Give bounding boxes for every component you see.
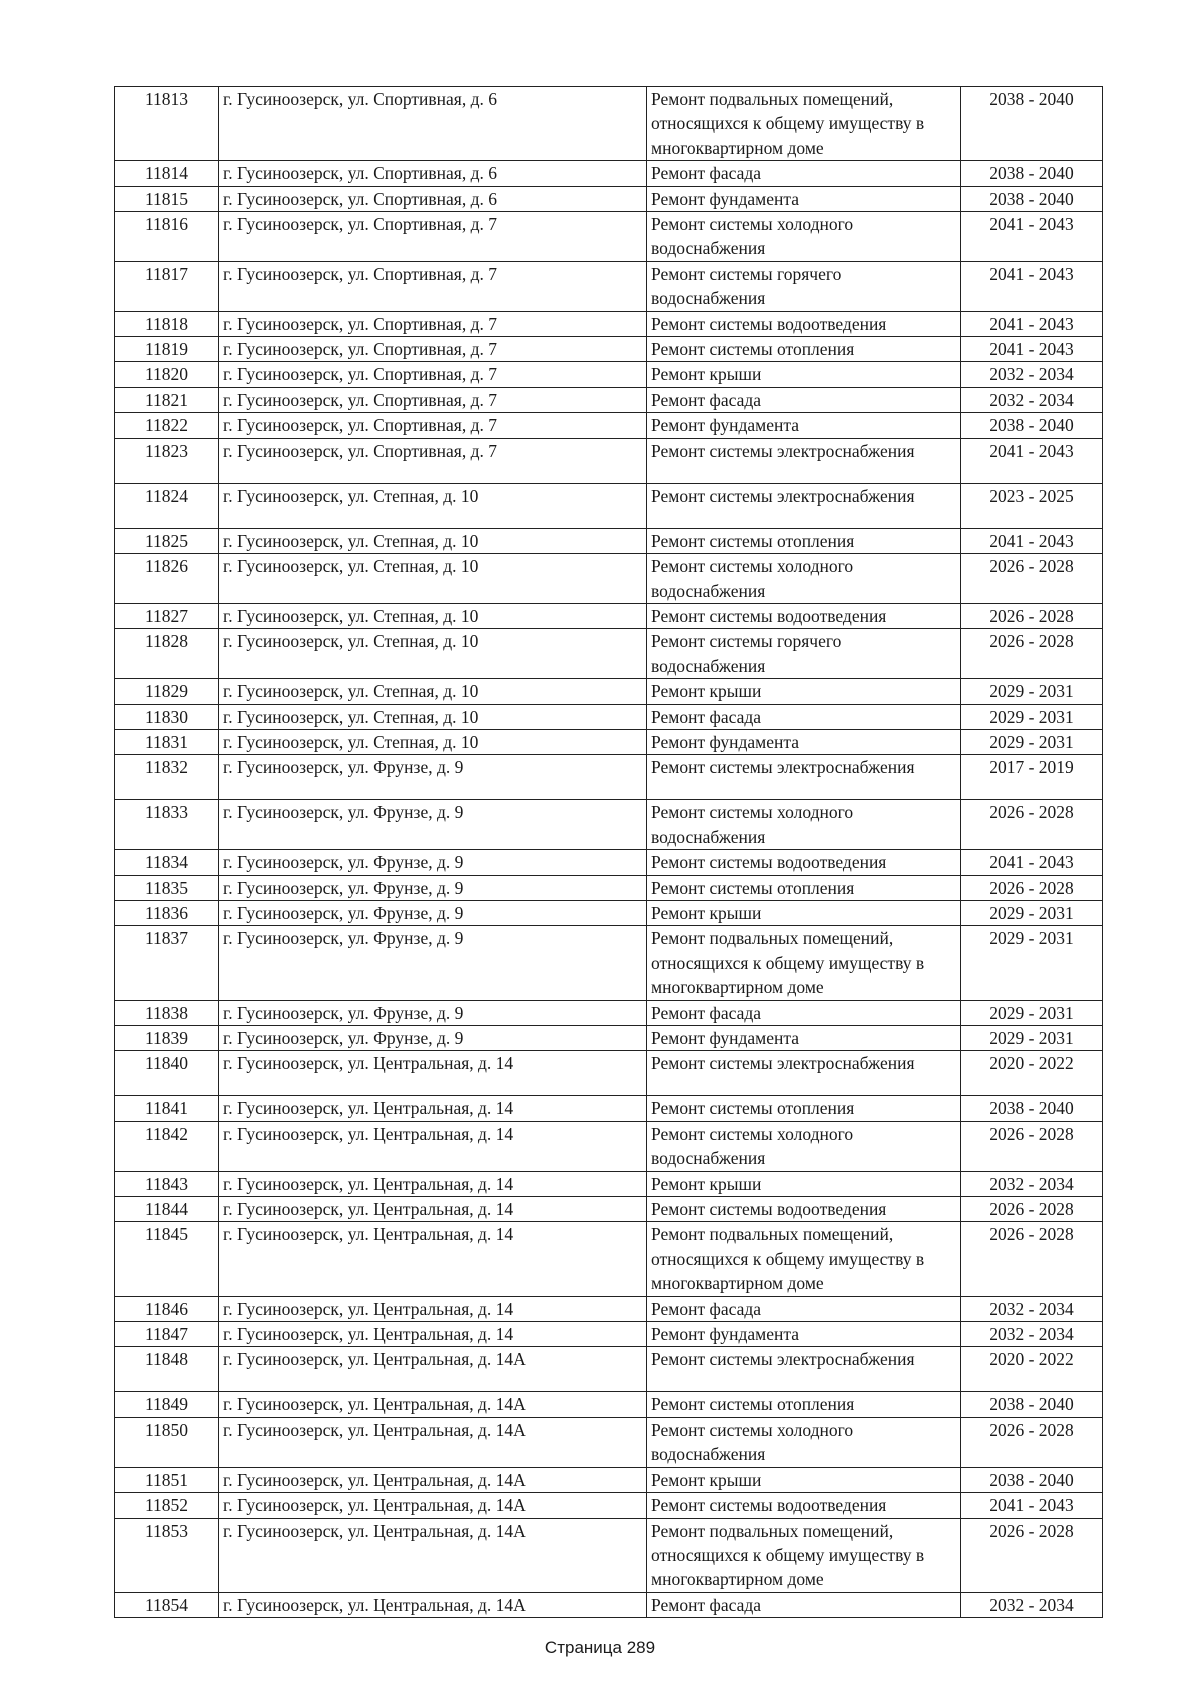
work-type-cell: Ремонт системы отопления — [647, 1096, 961, 1121]
work-type-cell: Ремонт системы электроснабжения — [647, 483, 961, 528]
period-cell: 2038 - 2040 — [961, 1096, 1103, 1121]
address-cell: г. Гусиноозерск, ул. Спортивная, д. 7 — [219, 387, 647, 412]
row-number-cell: 11840 — [115, 1051, 219, 1096]
address-cell: г. Гусиноозерск, ул. Степная, д. 10 — [219, 704, 647, 729]
row-number-cell: 11823 — [115, 438, 219, 483]
work-type-cell: Ремонт системы отопления — [647, 875, 961, 900]
period-cell: 2041 - 2043 — [961, 311, 1103, 336]
table-row — [115, 161, 1103, 186]
address-cell: г. Гусиноозерск, ул. Центральная, д. 14 — [219, 1096, 647, 1121]
period-cell: 2029 - 2031 — [961, 926, 1103, 1000]
row-number-cell: 11820 — [115, 362, 219, 387]
row-number-cell: 11818 — [115, 311, 219, 336]
work-type-cell: Ремонт системы электроснабжения — [647, 438, 961, 483]
work-type-cell: Ремонт фундамента — [647, 1026, 961, 1051]
address-cell: г. Гусиноозерск, ул. Центральная, д. 14А — [219, 1392, 647, 1417]
period-cell: 2041 - 2043 — [961, 1493, 1103, 1518]
address-cell: г. Гусиноозерск, ул. Фрунзе, д. 9 — [219, 900, 647, 925]
address-cell: г. Гусиноозерск, ул. Степная, д. 10 — [219, 603, 647, 628]
row-number-cell: 11849 — [115, 1392, 219, 1417]
work-type-cell: Ремонт системы электроснабжения — [647, 1051, 961, 1096]
period-cell: 2041 - 2043 — [961, 337, 1103, 362]
address-cell: г. Гусиноозерск, ул. Фрунзе, д. 9 — [219, 800, 647, 850]
table-row — [115, 1392, 1103, 1417]
period-cell: 2029 - 2031 — [961, 900, 1103, 925]
row-number-cell: 11819 — [115, 337, 219, 362]
table-row — [115, 1347, 1103, 1392]
work-type-cell: Ремонт системы отопления — [647, 1392, 961, 1417]
address-cell: г. Гусиноозерск, ул. Фрунзе, д. 9 — [219, 1026, 647, 1051]
row-number-cell: 11837 — [115, 926, 219, 1000]
address-cell: г. Гусиноозерск, ул. Фрунзе, д. 9 — [219, 926, 647, 1000]
address-cell: г. Гусиноозерск, ул. Центральная, д. 14 — [219, 1197, 647, 1222]
address-cell: г. Гусиноозерск, ул. Центральная, д. 14А — [219, 1347, 647, 1392]
work-type-cell: Ремонт крыши — [647, 900, 961, 925]
work-type-cell: Ремонт крыши — [647, 1171, 961, 1196]
row-number-cell: 11847 — [115, 1322, 219, 1347]
row-number-cell: 11827 — [115, 603, 219, 628]
work-type-cell: Ремонт системы холодного водоснабжения — [647, 212, 961, 262]
row-number-cell: 11814 — [115, 161, 219, 186]
table-row — [115, 1051, 1103, 1096]
period-cell: 2026 - 2028 — [961, 1417, 1103, 1467]
address-cell: г. Гусиноозерск, ул. Спортивная, д. 7 — [219, 337, 647, 362]
address-cell: г. Гусиноозерск, ул. Спортивная, д. 7 — [219, 261, 647, 311]
period-cell: 2041 - 2043 — [961, 212, 1103, 262]
work-type-cell: Ремонт подвальных помещений, относящихся к общему имуществу в многоквартирном доме — [647, 1518, 961, 1592]
address-cell: г. Гусиноозерск, ул. Фрунзе, д. 9 — [219, 755, 647, 800]
table-row — [115, 387, 1103, 412]
address-cell: г. Гусиноозерск, ул. Спортивная, д. 6 — [219, 186, 647, 211]
row-number-cell: 11816 — [115, 212, 219, 262]
row-number-cell: 11853 — [115, 1518, 219, 1592]
address-cell: г. Гусиноозерск, ул. Спортивная, д. 7 — [219, 311, 647, 336]
row-number-cell: 11830 — [115, 704, 219, 729]
period-cell: 2038 - 2040 — [961, 186, 1103, 211]
address-cell: г. Гусиноозерск, ул. Степная, д. 10 — [219, 629, 647, 679]
table-row — [115, 704, 1103, 729]
work-type-cell: Ремонт системы электроснабжения — [647, 1347, 961, 1392]
row-number-cell: 11842 — [115, 1121, 219, 1171]
period-cell: 2032 - 2034 — [961, 387, 1103, 412]
table-row — [115, 261, 1103, 311]
table-row — [115, 1493, 1103, 1518]
row-number-cell: 11836 — [115, 900, 219, 925]
row-number-cell: 11852 — [115, 1493, 219, 1518]
work-type-cell: Ремонт системы водоотведения — [647, 850, 961, 875]
work-type-cell: Ремонт системы водоотведения — [647, 1493, 961, 1518]
row-number-cell: 11835 — [115, 875, 219, 900]
table-row — [115, 1417, 1103, 1467]
address-cell: г. Гусиноозерск, ул. Центральная, д. 14 — [219, 1171, 647, 1196]
address-cell: г. Гусиноозерск, ул. Спортивная, д. 7 — [219, 438, 647, 483]
table-row — [115, 212, 1103, 262]
work-type-cell: Ремонт фасада — [647, 704, 961, 729]
period-cell: 2026 - 2028 — [961, 603, 1103, 628]
row-number-cell: 11839 — [115, 1026, 219, 1051]
row-number-cell: 11828 — [115, 629, 219, 679]
row-number-cell: 11815 — [115, 186, 219, 211]
address-cell: г. Гусиноозерск, ул. Центральная, д. 14А — [219, 1592, 647, 1617]
table-row — [115, 1171, 1103, 1196]
period-cell: 2020 - 2022 — [961, 1347, 1103, 1392]
period-cell: 2038 - 2040 — [961, 161, 1103, 186]
table-row — [115, 413, 1103, 438]
table-row — [115, 1518, 1103, 1592]
row-number-cell: 11831 — [115, 729, 219, 754]
table-row — [115, 1197, 1103, 1222]
period-cell: 2032 - 2034 — [961, 362, 1103, 387]
table-row — [115, 87, 1103, 161]
address-cell: г. Гусиноозерск, ул. Степная, д. 10 — [219, 554, 647, 604]
table-row — [115, 1121, 1103, 1171]
work-type-cell: Ремонт фундамента — [647, 186, 961, 211]
period-cell: 2023 - 2025 — [961, 483, 1103, 528]
row-number-cell: 11817 — [115, 261, 219, 311]
period-cell: 2038 - 2040 — [961, 413, 1103, 438]
work-type-cell: Ремонт фасада — [647, 161, 961, 186]
work-type-cell: Ремонт крыши — [647, 1467, 961, 1492]
table-row — [115, 337, 1103, 362]
table-row — [115, 438, 1103, 483]
row-number-cell: 11826 — [115, 554, 219, 604]
period-cell: 2041 - 2043 — [961, 438, 1103, 483]
address-cell: г. Гусиноозерск, ул. Центральная, д. 14 — [219, 1322, 647, 1347]
row-number-cell: 11821 — [115, 387, 219, 412]
work-type-cell: Ремонт фундамента — [647, 413, 961, 438]
period-cell: 2026 - 2028 — [961, 629, 1103, 679]
table-row — [115, 926, 1103, 1000]
row-number-cell: 11846 — [115, 1296, 219, 1321]
address-cell: г. Гусиноозерск, ул. Степная, д. 10 — [219, 729, 647, 754]
address-cell: г. Гусиноозерск, ул. Степная, д. 10 — [219, 679, 647, 704]
table-body — [115, 87, 1103, 1618]
row-number-cell: 11822 — [115, 413, 219, 438]
row-number-cell: 11834 — [115, 850, 219, 875]
address-cell: г. Гусиноозерск, ул. Центральная, д. 14 — [219, 1121, 647, 1171]
table-row — [115, 1000, 1103, 1025]
table-row — [115, 900, 1103, 925]
table-row — [115, 850, 1103, 875]
period-cell: 2029 - 2031 — [961, 704, 1103, 729]
work-type-cell: Ремонт подвальных помещений, относящихся к общему имуществу в многоквартирном доме — [647, 926, 961, 1000]
period-cell: 2041 - 2043 — [961, 850, 1103, 875]
table-row — [115, 1467, 1103, 1492]
work-type-cell: Ремонт системы водоотведения — [647, 603, 961, 628]
work-type-cell: Ремонт системы водоотведения — [647, 311, 961, 336]
address-cell: г. Гусиноозерск, ул. Центральная, д. 14А — [219, 1518, 647, 1592]
address-cell: г. Гусиноозерск, ул. Центральная, д. 14 — [219, 1051, 647, 1096]
work-type-cell: Ремонт подвальных помещений, относящихся к общему имуществу в многоквартирном доме — [647, 1222, 961, 1296]
row-number-cell: 11838 — [115, 1000, 219, 1025]
table-row — [115, 1222, 1103, 1296]
work-type-cell: Ремонт фасада — [647, 1592, 961, 1617]
table-row — [115, 362, 1103, 387]
work-type-cell: Ремонт системы отопления — [647, 528, 961, 553]
period-cell: 2032 - 2034 — [961, 1296, 1103, 1321]
address-cell: г. Гусиноозерск, ул. Степная, д. 10 — [219, 528, 647, 553]
row-number-cell: 11824 — [115, 483, 219, 528]
table-row — [115, 755, 1103, 800]
work-type-cell: Ремонт системы отопления — [647, 337, 961, 362]
period-cell: 2026 - 2028 — [961, 1222, 1103, 1296]
work-type-cell: Ремонт фасада — [647, 1296, 961, 1321]
period-cell: 2032 - 2034 — [961, 1171, 1103, 1196]
row-number-cell: 11843 — [115, 1171, 219, 1196]
period-cell: 2026 - 2028 — [961, 875, 1103, 900]
table-row — [115, 603, 1103, 628]
repair-schedule-table — [114, 86, 1103, 1618]
period-cell: 2029 - 2031 — [961, 729, 1103, 754]
work-type-cell: Ремонт системы холодного водоснабжения — [647, 1121, 961, 1171]
address-cell: г. Гусиноозерск, ул. Спортивная, д. 6 — [219, 161, 647, 186]
work-type-cell: Ремонт фундамента — [647, 729, 961, 754]
period-cell: 2026 - 2028 — [961, 800, 1103, 850]
period-cell: 2038 - 2040 — [961, 87, 1103, 161]
period-cell: 2026 - 2028 — [961, 1121, 1103, 1171]
table-row — [115, 554, 1103, 604]
table-row — [115, 875, 1103, 900]
row-number-cell: 11854 — [115, 1592, 219, 1617]
table-row — [115, 1322, 1103, 1347]
row-number-cell: 11848 — [115, 1347, 219, 1392]
table-row — [115, 186, 1103, 211]
address-cell: г. Гусиноозерск, ул. Фрунзе, д. 9 — [219, 875, 647, 900]
work-type-cell: Ремонт системы холодного водоснабжения — [647, 800, 961, 850]
period-cell: 2041 - 2043 — [961, 528, 1103, 553]
period-cell: 2029 - 2031 — [961, 1000, 1103, 1025]
work-type-cell: Ремонт системы холодного водоснабжения — [647, 1417, 961, 1467]
period-cell: 2029 - 2031 — [961, 679, 1103, 704]
row-number-cell: 11844 — [115, 1197, 219, 1222]
address-cell: г. Гусиноозерск, ул. Центральная, д. 14 — [219, 1222, 647, 1296]
address-cell: г. Гусиноозерск, ул. Фрунзе, д. 9 — [219, 1000, 647, 1025]
address-cell: г. Гусиноозерск, ул. Центральная, д. 14А — [219, 1493, 647, 1518]
period-cell: 2038 - 2040 — [961, 1467, 1103, 1492]
table-row — [115, 1296, 1103, 1321]
table-row — [115, 629, 1103, 679]
address-cell: г. Гусиноозерск, ул. Спортивная, д. 7 — [219, 212, 647, 262]
address-cell: г. Гусиноозерск, ул. Центральная, д. 14А — [219, 1467, 647, 1492]
period-cell: 2017 - 2019 — [961, 755, 1103, 800]
period-cell: 2026 - 2028 — [961, 1197, 1103, 1222]
address-cell: г. Гусиноозерск, ул. Центральная, д. 14 — [219, 1296, 647, 1321]
work-type-cell: Ремонт системы холодного водоснабжения — [647, 554, 961, 604]
work-type-cell: Ремонт крыши — [647, 679, 961, 704]
table-row — [115, 528, 1103, 553]
address-cell: г. Гусиноозерск, ул. Центральная, д. 14А — [219, 1417, 647, 1467]
page-number: Страница 289 — [544, 1638, 656, 1657]
period-cell: 2026 - 2028 — [961, 554, 1103, 604]
period-cell: 2041 - 2043 — [961, 261, 1103, 311]
row-number-cell: 11851 — [115, 1467, 219, 1492]
table-row — [115, 311, 1103, 336]
work-type-cell: Ремонт фундамента — [647, 1322, 961, 1347]
period-cell: 2026 - 2028 — [961, 1518, 1103, 1592]
work-type-cell: Ремонт системы горячего водоснабжения — [647, 629, 961, 679]
row-number-cell: 11845 — [115, 1222, 219, 1296]
row-number-cell: 11825 — [115, 528, 219, 553]
address-cell: г. Гусиноозерск, ул. Степная, д. 10 — [219, 483, 647, 528]
table-row — [115, 1026, 1103, 1051]
address-cell: г. Гусиноозерск, ул. Спортивная, д. 7 — [219, 413, 647, 438]
table-row — [115, 800, 1103, 850]
row-number-cell: 11829 — [115, 679, 219, 704]
work-type-cell: Ремонт фасада — [647, 387, 961, 412]
row-number-cell: 11813 — [115, 87, 219, 161]
row-number-cell: 11833 — [115, 800, 219, 850]
table-row — [115, 483, 1103, 528]
address-cell: г. Гусиноозерск, ул. Спортивная, д. 7 — [219, 362, 647, 387]
period-cell: 2032 - 2034 — [961, 1322, 1103, 1347]
period-cell: 2032 - 2034 — [961, 1592, 1103, 1617]
address-cell: г. Гусиноозерск, ул. Фрунзе, д. 9 — [219, 850, 647, 875]
row-number-cell: 11850 — [115, 1417, 219, 1467]
period-cell: 2038 - 2040 — [961, 1392, 1103, 1417]
work-type-cell: Ремонт системы электроснабжения — [647, 755, 961, 800]
address-cell: г. Гусиноозерск, ул. Спортивная, д. 6 — [219, 87, 647, 161]
work-type-cell: Ремонт крыши — [647, 362, 961, 387]
row-number-cell: 11832 — [115, 755, 219, 800]
table-row — [115, 1592, 1103, 1617]
work-type-cell: Ремонт фасада — [647, 1000, 961, 1025]
row-number-cell: 11841 — [115, 1096, 219, 1121]
period-cell: 2029 - 2031 — [961, 1026, 1103, 1051]
work-type-cell: Ремонт системы водоотведения — [647, 1197, 961, 1222]
period-cell: 2020 - 2022 — [961, 1051, 1103, 1096]
table-row — [115, 679, 1103, 704]
work-type-cell: Ремонт подвальных помещений, относящихся к общему имуществу в многоквартирном доме — [647, 87, 961, 161]
work-type-cell: Ремонт системы горячего водоснабжения — [647, 261, 961, 311]
table-row — [115, 1096, 1103, 1121]
table-row — [115, 729, 1103, 754]
